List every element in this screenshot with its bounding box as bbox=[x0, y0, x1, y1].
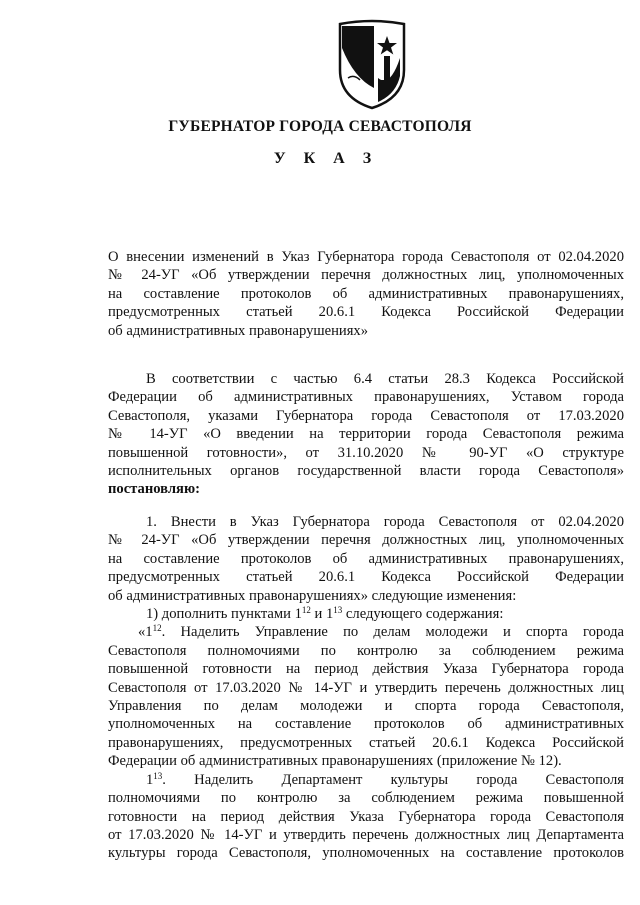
paragraph-1-12-start: «$1^{12}$. Наделить Управление по делам молодежи и спорта города bbox=[138, 623, 624, 641]
paragraph-1-13-start: $1^{13}$. Наделить Департамент культуры города Севастополя bbox=[146, 770, 624, 788]
decree-body bbox=[108, 513, 624, 863]
text-line: Севастополя от 17.03.2020 № 14-УГ и утвердить перечень должностных лиц bbox=[108, 679, 624, 696]
text-line: исполнительных органов государственной власти города Севастополя» bbox=[108, 463, 624, 480]
text-line: О внесении изменений в Указ Губернатора города Севастополя от 02.04.2020 bbox=[108, 249, 624, 265]
text-line: Федерации об административных правонарушениях (приложение № 12). bbox=[108, 753, 562, 770]
text-line: Управления по делам молодежи и спорта города Севастополя, bbox=[108, 698, 624, 715]
text-line: повышенной готовности», от 31.10.2020 № 90-УГ «О структуре bbox=[108, 444, 624, 461]
decree-verb: постановляю: bbox=[108, 481, 200, 498]
text-line: № 24-УГ «Об утверждении перечня должностных лиц, уполномоченных bbox=[108, 532, 624, 549]
subitem-1: 1) дополнить пунктами $1^{12}$ и $1^{13}$ следующего содержания: bbox=[146, 605, 504, 623]
text-line: повышенной готовности на период действия Указа Губернатора города bbox=[108, 661, 624, 678]
text-line: предусмотренных статьей 20.6.1 Кодекса Российской Федерации bbox=[108, 569, 624, 586]
text-line: полномочиями по контролю за соблюдением режима повышенной bbox=[108, 790, 624, 807]
text-line: В соответствии с частью 6.4 статьи 28.3 Кодекса Российской bbox=[146, 371, 624, 387]
text-line: Севастополя полномочиями по контролю за соблюдением режима bbox=[108, 642, 624, 659]
text-line: от 17.03.2020 № 14-УГ и утвердить перечень должностных лиц Департамента bbox=[108, 826, 624, 843]
text-line: уполномоченных на составление протоколов об административных bbox=[108, 716, 624, 733]
text-line: правонарушениях, предусмотренных статьей 20.6.1 Кодекса Российской bbox=[108, 734, 624, 751]
document-type: У К А З bbox=[273, 150, 379, 167]
issuing-authority: ГУБЕРНАТОР ГОРОДА СЕВАСТОПОЛЯ bbox=[168, 118, 472, 135]
sevastopol-coat-of-arms-icon bbox=[334, 18, 410, 110]
preamble bbox=[108, 370, 624, 499]
text-line: на составление протоколов об административных правонарушениях, bbox=[108, 550, 624, 567]
text-line: Федерации об административных правонарушениях, Уставом города bbox=[108, 389, 624, 406]
text-line: об административных правонарушениях» bbox=[108, 322, 369, 339]
text-line: № 14-УГ «О введении на территории города Севастополя режима bbox=[108, 426, 624, 443]
text-line: Севастополя, указами Губернатора города Севастополя от 17.03.2020 bbox=[108, 407, 624, 424]
decree-title bbox=[108, 248, 624, 340]
text-line: на составление протоколов об административных правонарушениях, bbox=[108, 285, 624, 302]
text-line: предусмотренных статьей 20.6.1 Кодекса Российской Федерации bbox=[108, 304, 624, 321]
text-line: 1. Внести в Указ Губернатора города Севастополя от 02.04.2020 bbox=[146, 514, 624, 530]
text-line: культуры города Севастополя, уполномоченных на составление протоколов bbox=[108, 845, 624, 862]
text-line: № 24-УГ «Об утверждении перечня должностных лиц, уполномоченных bbox=[108, 267, 624, 284]
text-line: об административных правонарушениях» следующие изменения: bbox=[108, 587, 517, 604]
text-line: готовности на период действия Указа Губернатора города Севастополя bbox=[108, 808, 624, 825]
